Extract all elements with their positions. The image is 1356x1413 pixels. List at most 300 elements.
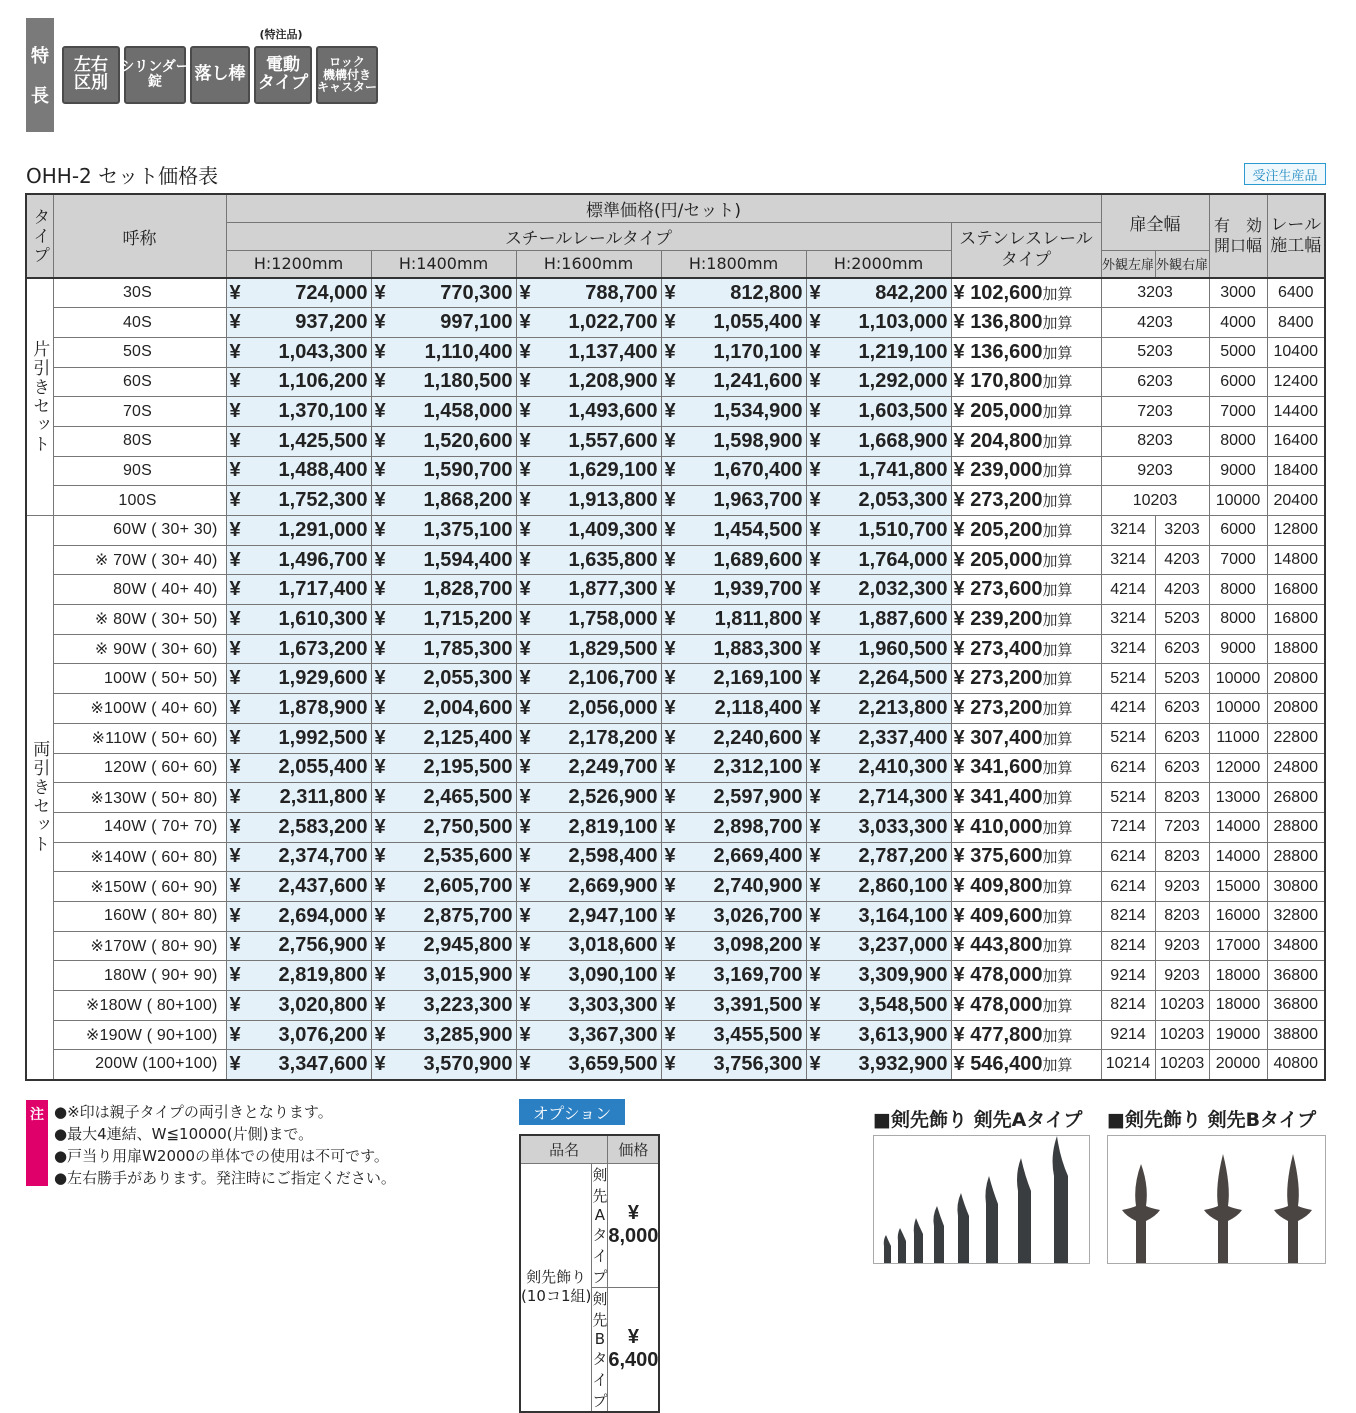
price-value: 1,510,700 <box>858 518 948 541</box>
price-cell <box>806 545 951 575</box>
price-cell <box>226 1050 371 1080</box>
price-value: 2,106,700 <box>568 667 658 690</box>
price-value: 1,110,400 <box>424 340 513 363</box>
outer-left-width: 4214 <box>1101 575 1155 605</box>
price-value: 1,913,800 <box>568 489 658 512</box>
rail-width: 28800 <box>1267 842 1325 872</box>
yen-sign: ¥ <box>519 696 531 719</box>
price-cell <box>371 486 516 516</box>
rail-width: 20800 <box>1267 664 1325 694</box>
row-name: ※150W ( 60+ 90) <box>53 872 226 902</box>
yen-sign: ¥ <box>809 400 821 423</box>
outer-right-width: 7203 <box>1155 812 1209 842</box>
effective-width: 18000 <box>1209 961 1267 991</box>
price-cell <box>226 872 371 902</box>
yen-sign: ¥ <box>809 726 821 749</box>
yen-sign: ¥ <box>809 311 821 334</box>
row-name: ※100W ( 40+ 60) <box>53 694 226 724</box>
price-value: 812,800 <box>730 281 803 304</box>
price-value: 1,454,500 <box>713 518 803 541</box>
add-label: 加算 <box>1042 641 1073 659</box>
effective-width: 6000 <box>1209 367 1267 397</box>
price-value: 1,878,900 <box>278 696 368 719</box>
stainless-price-cell <box>951 872 1101 902</box>
price-cell <box>226 991 371 1021</box>
yen-sign: ¥ <box>519 1023 531 1046</box>
yen-sign: ¥ <box>374 845 386 868</box>
price-cell <box>806 753 951 783</box>
outer-left-width: 3214 <box>1101 605 1155 635</box>
yen-sign: ¥ <box>953 667 965 690</box>
col-door-width: 扉全幅 <box>1101 194 1209 250</box>
price-value: 3,548,500 <box>858 993 948 1016</box>
yen-sign: ¥ <box>953 518 965 541</box>
add-label: 加算 <box>1042 700 1073 718</box>
effective-width: 17000 <box>1209 931 1267 961</box>
yen-sign: ¥ <box>374 815 386 838</box>
price-value: 3,169,700 <box>713 964 803 987</box>
price-cell <box>661 931 806 961</box>
price-value: 2,264,500 <box>858 667 948 690</box>
price-cell <box>226 1020 371 1050</box>
stainless-price-cell <box>951 605 1101 635</box>
yen-sign: ¥ <box>953 429 965 452</box>
yen-sign: ¥ <box>664 429 676 452</box>
price-value: 1,598,900 <box>713 429 803 452</box>
yen-sign: ¥ <box>664 875 676 898</box>
note-line: ●左右勝手があります。発注時にご指定ください。 <box>54 1169 396 1187</box>
yen-sign: ¥ <box>519 904 531 927</box>
add-label: 加算 <box>1042 1056 1073 1074</box>
yen-sign: ¥ <box>664 340 676 363</box>
price-value: 3,285,900 <box>423 1023 513 1046</box>
table-row <box>26 664 1325 694</box>
yen-sign: ¥ <box>664 281 676 304</box>
price-cell <box>371 426 516 456</box>
add-label: 加算 <box>1042 582 1073 600</box>
price-cell <box>371 723 516 753</box>
outer-left-width: 7214 <box>1101 812 1155 842</box>
price-cell <box>806 961 951 991</box>
price-value: 1,717,400 <box>278 578 368 601</box>
price-value: 2,125,400 <box>423 726 513 749</box>
price-value: 1,590,700 <box>423 459 513 482</box>
door-width: 7203 <box>1101 397 1209 427</box>
row-name: ※ 70W ( 30+ 40) <box>53 545 226 575</box>
yen-sign: ¥ <box>519 815 531 838</box>
price-value: 1,603,500 <box>858 400 948 423</box>
yen-sign: ¥ <box>664 696 676 719</box>
yen-sign: ¥ <box>374 993 386 1016</box>
stainless-price-cell <box>951 575 1101 605</box>
yen-sign: ¥ <box>519 400 531 423</box>
price-value: 239,200 <box>970 607 1043 630</box>
price-cell <box>806 516 951 546</box>
yen-sign: ¥ <box>229 815 241 838</box>
price-cell <box>371 931 516 961</box>
yen-sign: ¥ <box>809 993 821 1016</box>
price-value: 1,868,200 <box>423 489 513 512</box>
yen-sign: ¥ <box>953 548 965 571</box>
option-type-a: 剣先Aタイプ <box>592 1163 608 1287</box>
price-value: 937,200 <box>295 311 368 334</box>
add-label: 加算 <box>1042 404 1073 422</box>
yen-sign: ¥ <box>519 1052 531 1075</box>
price-value: 3,076,200 <box>278 1023 368 1046</box>
price-cell <box>371 812 516 842</box>
yen-sign: ¥ <box>229 875 241 898</box>
price-cell <box>516 931 661 961</box>
price-cell <box>661 783 806 813</box>
yen-sign: ¥ <box>664 400 676 423</box>
yen-sign: ¥ <box>953 311 965 334</box>
price-value: 307,400 <box>970 726 1043 749</box>
row-name: 70S <box>53 397 226 427</box>
price-value: 2,597,900 <box>713 786 803 809</box>
yen-sign: ¥ <box>809 845 821 868</box>
yen-sign: ¥ <box>664 518 676 541</box>
yen-sign: ¥ <box>229 696 241 719</box>
photo-a-title: ■剣先飾り 剣先Aタイプ <box>873 1109 1083 1131</box>
outer-left-width: 8214 <box>1101 931 1155 961</box>
effective-width: 8000 <box>1209 575 1267 605</box>
yen-sign: ¥ <box>809 964 821 987</box>
price-value: 1,877,300 <box>568 578 658 601</box>
stainless-price-cell <box>951 634 1101 664</box>
price-value: 2,195,500 <box>423 756 513 779</box>
price-cell <box>226 456 371 486</box>
price-value: 3,090,100 <box>568 964 658 987</box>
add-label: 加算 <box>1042 315 1073 333</box>
yen-sign: ¥ <box>229 637 241 660</box>
stainless-price-cell <box>951 931 1101 961</box>
price-value: 1,291,000 <box>278 518 368 541</box>
yen-sign: ¥ <box>229 281 241 304</box>
price-cell <box>226 901 371 931</box>
note-line: ●戸当り用扉W2000の単体での使用は不可です。 <box>54 1147 389 1165</box>
yen-sign: ¥ <box>953 281 965 304</box>
price-cell <box>661 545 806 575</box>
rail-width: 28800 <box>1267 812 1325 842</box>
rail-width: 36800 <box>1267 961 1325 991</box>
yen-sign: ¥ <box>519 667 531 690</box>
price-cell <box>371 961 516 991</box>
price-value: 1,689,600 <box>713 548 803 571</box>
price-value: 1,180,500 <box>423 370 513 393</box>
table-row <box>26 516 1325 546</box>
price-cell <box>516 426 661 456</box>
price-value: 1,458,000 <box>423 400 513 423</box>
yen-sign: ¥ <box>229 845 241 868</box>
price-cell <box>661 337 806 367</box>
option-type-b: 剣先Bタイプ <box>592 1287 608 1412</box>
price-value: 1,106,200 <box>278 370 368 393</box>
table-row <box>26 605 1325 635</box>
stainless-price-cell <box>951 723 1101 753</box>
yen-sign: ¥ <box>374 1023 386 1046</box>
price-value: 842,200 <box>875 281 948 304</box>
rail-width: 10400 <box>1267 337 1325 367</box>
price-cell <box>226 812 371 842</box>
price-cell <box>806 486 951 516</box>
price-value: 3,570,900 <box>423 1052 513 1075</box>
stainless-price-cell <box>951 812 1101 842</box>
yen-sign: ¥ <box>229 726 241 749</box>
price-value: 3,932,900 <box>858 1052 948 1075</box>
price-value: 546,400 <box>970 1052 1043 1075</box>
yen-sign: ¥ <box>374 340 386 363</box>
price-value: 2,410,300 <box>858 756 948 779</box>
price-table <box>25 193 1326 1081</box>
note-line: ●最大4連結、W≦10000(片側)まで。 <box>54 1125 314 1143</box>
yen-sign: ¥ <box>953 340 965 363</box>
stainless-price-cell <box>951 694 1101 724</box>
price-value: 788,700 <box>585 281 658 304</box>
yen-sign: ¥ <box>519 786 531 809</box>
yen-sign: ¥ <box>664 1052 676 1075</box>
price-value: 273,200 <box>970 489 1043 512</box>
price-value: 410,000 <box>970 815 1043 838</box>
price-value: 239,000 <box>970 459 1043 482</box>
yen-sign: ¥ <box>953 459 965 482</box>
outer-right-width: 4203 <box>1155 575 1209 605</box>
price-value: 1,219,100 <box>858 340 948 363</box>
col-effective: 有 効 開口幅 <box>1209 194 1267 278</box>
row-name: 200W (100+100) <box>53 1050 226 1080</box>
effective-width: 6000 <box>1209 516 1267 546</box>
yen-sign: ¥ <box>519 281 531 304</box>
price-value: 1,103,000 <box>858 311 948 334</box>
row-name: 30S <box>53 278 226 308</box>
outer-left-width: 3214 <box>1101 545 1155 575</box>
effective-width: 15000 <box>1209 872 1267 902</box>
stainless-price-cell <box>951 337 1101 367</box>
rail-width: 6400 <box>1267 278 1325 308</box>
notes-label: 注 <box>26 1100 48 1186</box>
yen-sign: ¥ <box>229 370 241 393</box>
table-row <box>26 1020 1325 1050</box>
yen-sign: ¥ <box>229 1023 241 1046</box>
outer-left-width: 3214 <box>1101 634 1155 664</box>
price-value: 1,758,000 <box>568 607 658 630</box>
price-cell <box>516 783 661 813</box>
price-value: 2,583,200 <box>278 815 368 838</box>
price-value: 2,694,000 <box>278 904 368 927</box>
price-value: 1,992,500 <box>278 726 368 749</box>
price-value: 3,033,300 <box>858 815 948 838</box>
door-width: 4203 <box>1101 308 1209 338</box>
yen-sign: ¥ <box>374 607 386 630</box>
price-value: 1,496,700 <box>278 548 368 571</box>
yen-sign: ¥ <box>664 845 676 868</box>
yen-sign: ¥ <box>374 548 386 571</box>
price-cell <box>806 723 951 753</box>
yen-sign: ¥ <box>664 311 676 334</box>
price-value: 3,455,500 <box>713 1023 803 1046</box>
rail-width: 36800 <box>1267 991 1325 1021</box>
price-value: 2,032,300 <box>858 578 948 601</box>
note-line: ●※印は親子タイプの両引きとなります。 <box>54 1103 333 1121</box>
rail-width: 26800 <box>1267 783 1325 813</box>
price-cell <box>226 634 371 664</box>
price-cell <box>806 308 951 338</box>
price-cell <box>371 783 516 813</box>
yen-sign: ¥ <box>374 429 386 452</box>
yen-sign: ¥ <box>809 370 821 393</box>
price-value: 1,811,800 <box>714 607 803 630</box>
col-h1600: H:1600mm <box>516 250 661 278</box>
col-std-price: 標準価格(円/セット) <box>226 194 1101 222</box>
col-h2000: H:2000mm <box>806 250 951 278</box>
price-value: 2,756,900 <box>278 934 368 957</box>
yen-sign: ¥ <box>374 786 386 809</box>
price-cell <box>806 634 951 664</box>
price-cell <box>226 337 371 367</box>
price-cell <box>661 842 806 872</box>
yen-sign: ¥ <box>953 607 965 630</box>
add-label: 加算 <box>1042 552 1073 570</box>
price-value: 2,213,800 <box>858 696 948 719</box>
price-cell <box>226 575 371 605</box>
yen-sign: ¥ <box>953 934 965 957</box>
price-value: 2,178,200 <box>568 726 658 749</box>
add-label: 加算 <box>1042 730 1073 748</box>
price-value: 1,785,300 <box>423 637 513 660</box>
yen-sign: ¥ <box>809 1052 821 1075</box>
yen-sign: ¥ <box>664 370 676 393</box>
add-label: 加算 <box>1042 790 1073 808</box>
price-cell <box>806 1050 951 1080</box>
table-row <box>26 872 1325 902</box>
col-outer-right: 外観右扉 <box>1155 250 1209 278</box>
price-cell <box>371 634 516 664</box>
yen-sign: ¥ <box>519 459 531 482</box>
outer-right-width: 8203 <box>1155 842 1209 872</box>
rail-width: 20400 <box>1267 486 1325 516</box>
rail-width: 12400 <box>1267 367 1325 397</box>
effective-width: 8000 <box>1209 605 1267 635</box>
row-name: 80W ( 40+ 40) <box>53 575 226 605</box>
price-cell <box>371 901 516 931</box>
add-label: 加算 <box>1042 849 1073 867</box>
outer-left-width: 5214 <box>1101 723 1155 753</box>
price-value: 2,437,600 <box>278 875 368 898</box>
price-cell <box>516 486 661 516</box>
price-cell <box>806 337 951 367</box>
option-col-name: 品名 <box>520 1135 608 1163</box>
add-label: 加算 <box>1042 671 1073 689</box>
table-row <box>26 456 1325 486</box>
yen-sign: ¥ <box>519 311 531 334</box>
price-cell <box>371 575 516 605</box>
yen-sign: ¥ <box>519 637 531 660</box>
price-value: 3,098,200 <box>713 934 803 957</box>
yen-sign: ¥ <box>374 311 386 334</box>
yen-sign: ¥ <box>953 993 965 1016</box>
price-value: 477,800 <box>970 1023 1043 1046</box>
price-value: 2,898,700 <box>713 815 803 838</box>
yen-sign: ¥ <box>519 607 531 630</box>
yen-sign: ¥ <box>374 370 386 393</box>
yen-sign: ¥ <box>374 934 386 957</box>
yen-sign: ¥ <box>664 459 676 482</box>
price-value: 2,055,300 <box>423 667 513 690</box>
rail-width: 14800 <box>1267 545 1325 575</box>
price-cell <box>661 901 806 931</box>
col-type: タイプ <box>26 194 53 278</box>
price-value: 273,600 <box>970 578 1043 601</box>
price-value: 102,600 <box>970 281 1043 304</box>
price-cell <box>661 308 806 338</box>
yen-sign: ¥ <box>229 400 241 423</box>
option-table <box>519 1134 660 1413</box>
yen-sign: ¥ <box>374 578 386 601</box>
price-value: 1,960,500 <box>858 637 948 660</box>
price-value: 2,004,600 <box>423 696 513 719</box>
yen-sign: ¥ <box>809 518 821 541</box>
row-name: ※ 90W ( 30+ 60) <box>53 634 226 664</box>
price-value: 3,303,300 <box>568 993 658 1016</box>
price-value: 3,223,300 <box>423 993 513 1016</box>
price-value: 1,939,700 <box>713 578 803 601</box>
yen-sign: ¥ <box>229 518 241 541</box>
yen-sign: ¥ <box>519 934 531 957</box>
yen-sign: ¥ <box>809 667 821 690</box>
price-value: 997,100 <box>440 311 513 334</box>
price-cell <box>516 456 661 486</box>
table-row <box>26 991 1325 1021</box>
yen-sign: ¥ <box>809 637 821 660</box>
yen-sign: ¥ <box>374 875 386 898</box>
price-value: 2,875,700 <box>423 904 513 927</box>
price-cell <box>516 694 661 724</box>
price-value: 1,241,600 <box>713 370 803 393</box>
yen-sign: ¥ <box>519 993 531 1016</box>
features-side-label: 特 長 <box>26 18 54 132</box>
price-value: 1,557,600 <box>568 429 658 452</box>
outer-left-width: 5214 <box>1101 783 1155 813</box>
price-value: 3,237,000 <box>858 934 948 957</box>
price-value: 1,292,000 <box>858 370 948 393</box>
table-row <box>26 842 1325 872</box>
price-cell <box>661 664 806 694</box>
effective-width: 7000 <box>1209 545 1267 575</box>
add-label: 加算 <box>1042 285 1073 303</box>
yen-sign: ¥ <box>953 1023 965 1046</box>
yen-sign: ¥ <box>229 607 241 630</box>
price-value: 2,374,700 <box>278 845 368 868</box>
price-cell <box>806 278 951 308</box>
price-value: 1,963,700 <box>713 489 803 512</box>
yen-sign: ¥ <box>664 667 676 690</box>
rail-width: 30800 <box>1267 872 1325 902</box>
stainless-price-cell <box>951 486 1101 516</box>
yen-sign: ¥ <box>809 548 821 571</box>
col-name: 呼称 <box>53 194 226 278</box>
price-cell <box>516 575 661 605</box>
price-value: 443,800 <box>970 934 1043 957</box>
price-value: 2,169,100 <box>713 667 803 690</box>
price-value: 1,635,800 <box>568 548 658 571</box>
price-cell <box>806 426 951 456</box>
price-value: 3,391,500 <box>713 993 803 1016</box>
feature-left-right: 左右 区別 <box>62 46 120 104</box>
price-value: 2,526,900 <box>568 786 658 809</box>
stainless-price-cell <box>951 516 1101 546</box>
price-value: 2,819,100 <box>568 815 658 838</box>
add-label: 加算 <box>1042 908 1073 926</box>
add-label: 加算 <box>1042 760 1073 778</box>
